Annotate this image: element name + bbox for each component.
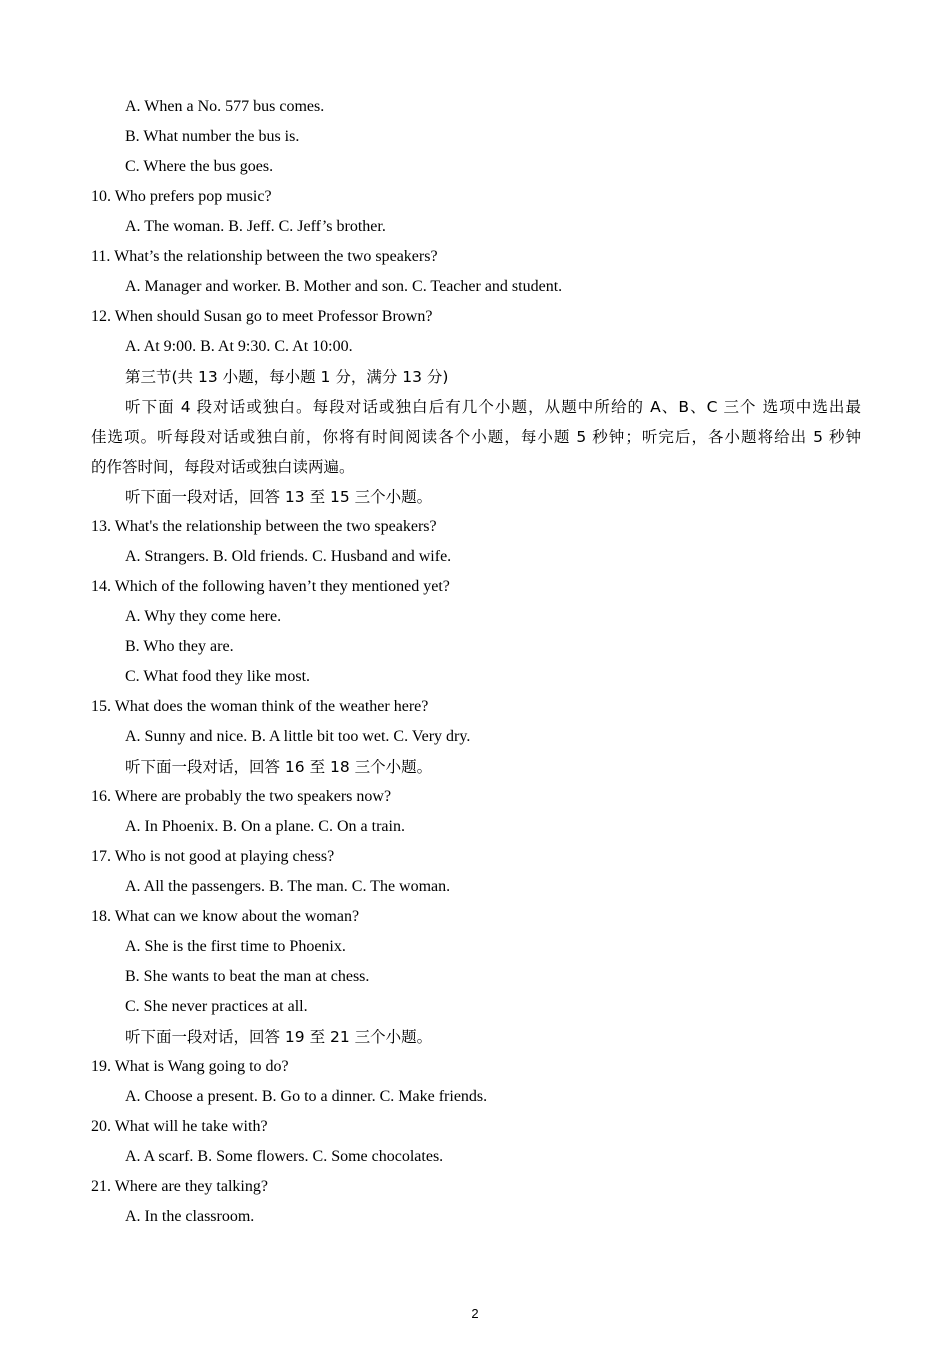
answer-option: 听下面一段对话，回答 16 至 18 三个小题。 (125, 758, 433, 776)
question-text: 16. Where are probably the two speakers now? (91, 788, 392, 805)
answer-option: A. Manager and worker. B. Mother and son. C. Teacher and student. (125, 278, 563, 295)
question-text: 15. What does the woman think of the weather here? (91, 698, 429, 715)
question-text: 19. What is Wang going to do? (91, 1058, 289, 1075)
instruction-line-1: 听下面 4 段对话或独白。每段对话或独白后有几个小题，从题中所给的 A、B、C 三个 选项中选出最 (125, 398, 861, 416)
question-list (91, 92, 861, 1232)
answer-option: A. At 9:00. B. At 9:30. C. At 10:00. (125, 338, 353, 355)
answer-option: C. Where the bus goes. (125, 158, 274, 175)
answer-option: C. She never practices at all. (125, 998, 308, 1015)
question-text: 21. Where are they talking? (91, 1178, 268, 1195)
answer-option: 听下面一段对话，回答 13 至 15 三个小题。 (125, 488, 433, 506)
question-text: 12. When should Susan go to meet Professor Brown? (91, 308, 433, 325)
answer-option: A. In Phoenix. B. On a plane. C. On a train. (125, 818, 405, 835)
answer-option: B. Who they are. (125, 638, 234, 655)
question-block-1 (91, 92, 861, 392)
question-text: 11. What’s the relationship between the two speakers? (91, 248, 438, 265)
answer-option: A. In the classroom. (125, 1208, 255, 1225)
answer-option: A. Strangers. B. Old friends. C. Husband and wife. (125, 548, 452, 565)
instruction-line-2: 佳选项。听每段对话或独白前，你将有时间阅读各个小题，每小题 5 秒钟；听完后，各小题将给出 5 秒钟 (91, 428, 861, 446)
question-text: 17. Who is not good at playing chess? (91, 848, 335, 865)
answer-option: A. A scarf. B. Some flowers. C. Some chocolates. (125, 1148, 444, 1165)
answer-option: A. Choose a present. B. Go to a dinner. C. Make friends. (125, 1088, 488, 1105)
answer-option: 听下面一段对话，回答 19 至 21 三个小题。 (125, 1028, 433, 1046)
answer-option: A. When a No. 577 bus comes. (125, 98, 325, 115)
question-text: 10. Who prefers pop music? (91, 188, 272, 205)
question-text: 13. What's the relationship between the two speakers? (91, 518, 437, 535)
answer-option: A. She is the first time to Phoenix. (125, 938, 346, 955)
answer-option: A. All the passengers. B. The man. C. The woman. (125, 878, 451, 895)
answer-option: A. The woman. B. Jeff. C. Jeff’s brother. (125, 218, 386, 235)
answer-option: B. She wants to beat the man at chess. (125, 968, 370, 985)
instruction-line-3: 的作答时间，每段对话或独白读两遍。 (91, 458, 355, 476)
question-block-2 (91, 482, 861, 1232)
question-text: 20. What will he take with? (91, 1118, 268, 1135)
page-number: 2 (471, 1306, 479, 1321)
section-instruction (91, 392, 861, 482)
answer-option: A. Why they come here. (125, 608, 282, 625)
question-text: 18. What can we know about the woman? (91, 908, 360, 925)
answer-option: C. What food they like most. (125, 668, 311, 685)
question-text: 14. Which of the following haven’t they mentioned yet? (91, 578, 450, 595)
answer-option: A. Sunny and nice. B. A little bit too wet. C. Very dry. (125, 728, 471, 745)
answer-option: B. What number the bus is. (125, 128, 300, 145)
answer-option: 第三节(共 13 小题，每小题 1 分，满分 13 分) (125, 368, 449, 386)
